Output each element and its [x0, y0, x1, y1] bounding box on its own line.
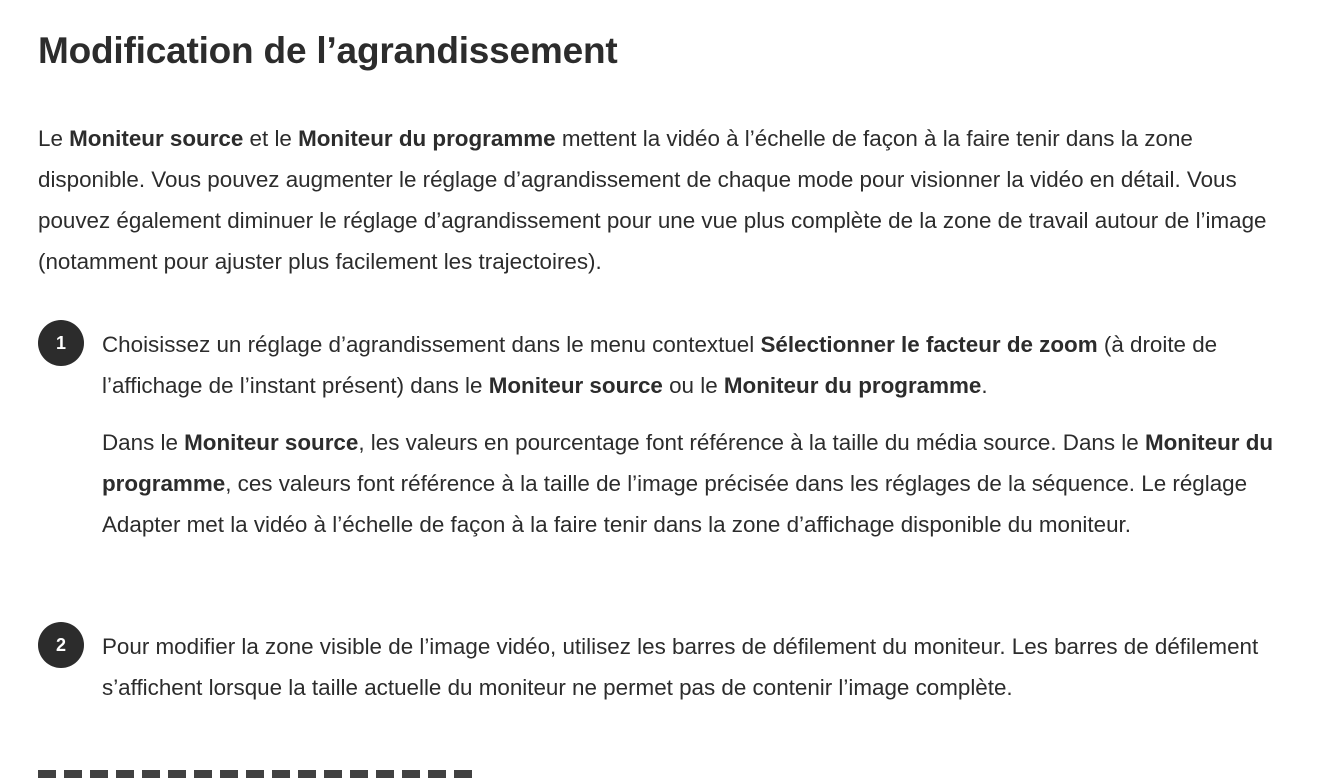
step-number-badge: 2 — [38, 622, 84, 668]
step-bold-text: Moniteur source — [184, 430, 359, 455]
step-bold-text: Sélectionner le facteur de zoom — [760, 332, 1098, 357]
section-heading: Modification de l’agrandissement — [38, 30, 618, 71]
step-text: ou le — [662, 373, 724, 398]
step-bold-text: Moniteur du programme — [723, 373, 982, 398]
step-bold-text: Moniteur source — [488, 373, 663, 398]
intro-bold-text: Moniteur du programme — [298, 126, 556, 151]
step-text: Dans le — [102, 430, 185, 455]
next-section-heading-cropped — [38, 762, 498, 778]
cropped-heading-glyphs — [38, 770, 478, 778]
step-text: , les valeurs en pourcentage font référence à la taille du média source. Dans le — [358, 430, 1145, 455]
intro-text: et le — [243, 126, 299, 151]
step-body — [102, 324, 1302, 545]
intro-text: Le — [38, 126, 70, 151]
step-paragraph — [102, 324, 1302, 406]
step-text: Pour modifier la zone visible de l’image vidéo, utilisez les barres de défilement du moniteur. Les barres de défilement s’affichent lorsque la taille actuelle du moniteur ne permet pas de contenir l’image complète. — [102, 634, 1259, 700]
step-text: (à droite de l’affichage de l’instant présent) dans le — [102, 332, 1218, 398]
intro-bold-text: Moniteur source — [69, 126, 244, 151]
intro-text: mettent la vidéo à l’échelle de façon à la faire tenir dans la zone disponible. Vous pouvez augmenter le réglage d’agrandissement de chaque mode pour visionner la vidéo en détail. Vous pouvez également diminuer le réglage d’agrandissement pour une vue plus complète de la zone de travail autour de l’image (notamment pour ajuster plus facilement les trajectoires). — [38, 126, 1267, 274]
step-number-badge: 1 — [38, 320, 84, 366]
step-paragraph — [102, 626, 1302, 708]
intro-paragraph — [38, 118, 1304, 282]
step-paragraph — [102, 422, 1302, 545]
step-text: . — [981, 373, 988, 398]
step-text: Choisissez un réglage d’agrandissement dans le menu contextuel — [102, 332, 761, 357]
step-bold-text: Moniteur du programme — [102, 430, 1274, 496]
step-text: , ces valeurs font référence à la taille de l’image précisée dans les réglages de la séquence. Le réglage Adapter met la vidéo à l’échelle de façon à la faire tenir dans la zone d’affichage disponible du moniteur. — [102, 471, 1248, 537]
step-body — [102, 626, 1302, 708]
